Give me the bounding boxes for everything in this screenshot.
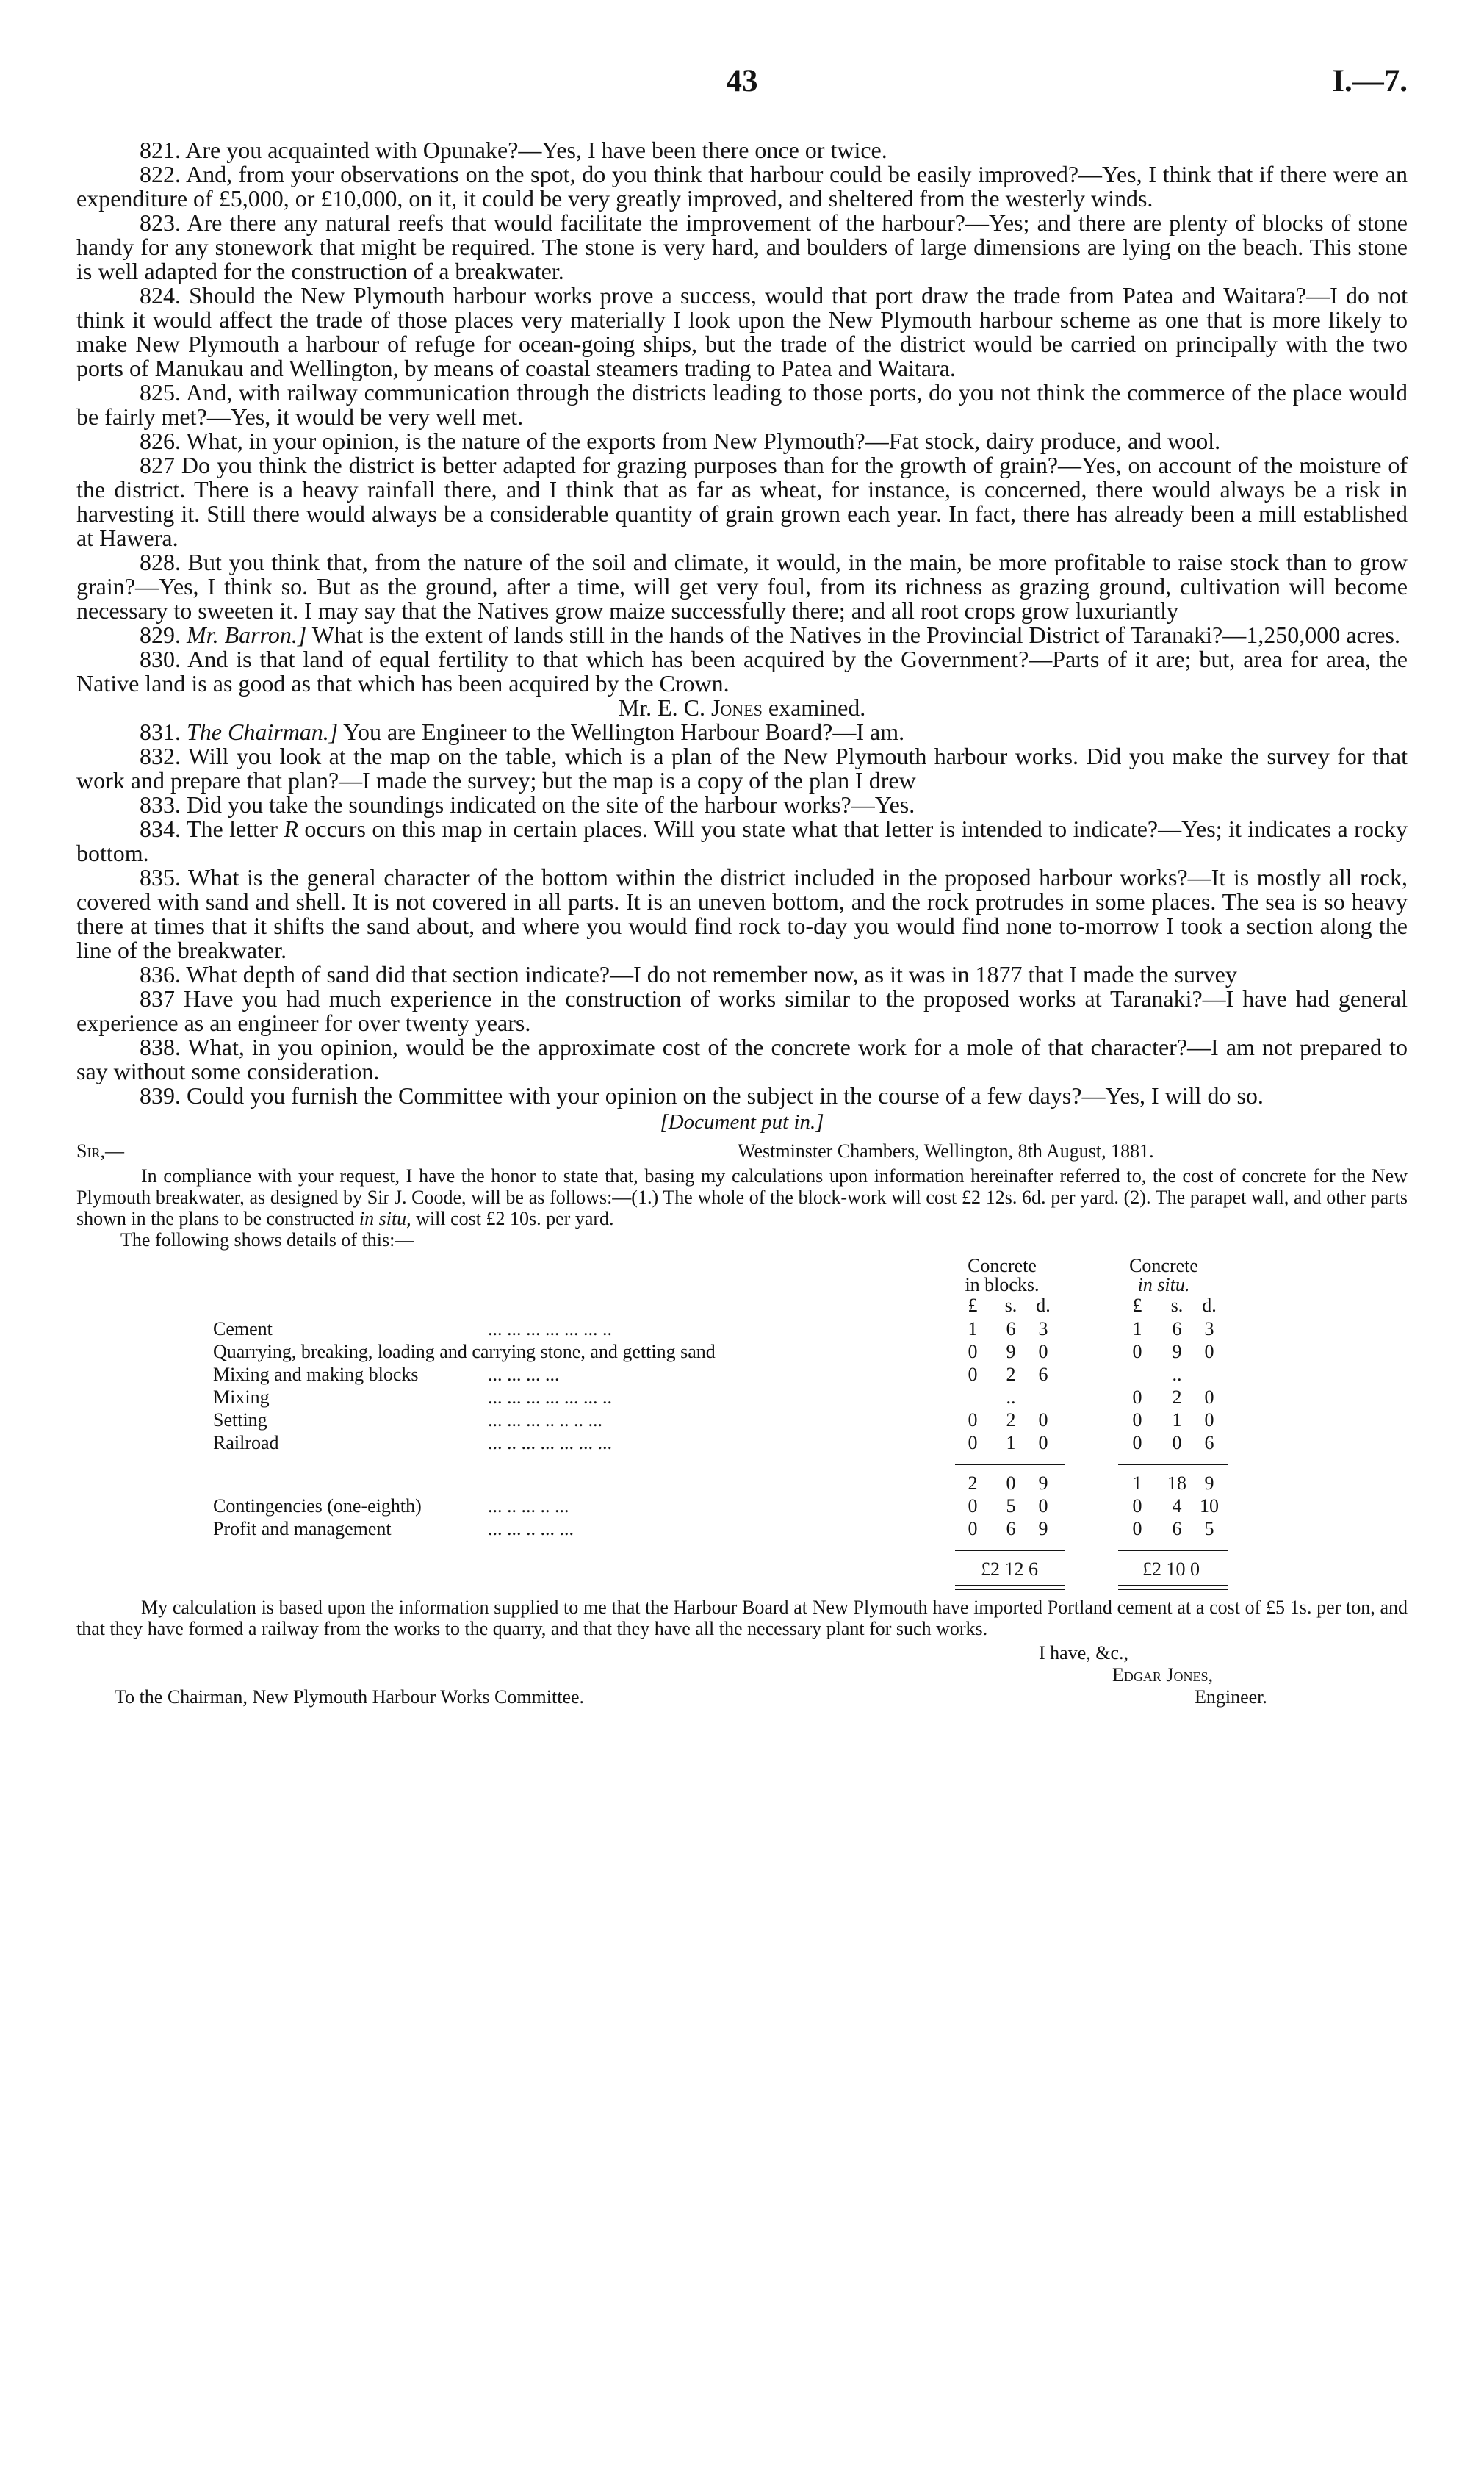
col2-title-1: Concrete xyxy=(1129,1255,1198,1276)
col1-title-1: Concrete xyxy=(968,1255,1037,1276)
examined-label: examined. xyxy=(768,694,866,721)
extra-row-1-leader-dots: ... ... .. ... ... xyxy=(488,1518,574,1539)
addressee: To the Chairman, New Plymouth Harbour Works Committee. xyxy=(115,1686,585,1708)
extra-row-0-situ-0: 0 xyxy=(1132,1495,1142,1517)
letter-r: R xyxy=(284,816,298,842)
question-831 xyxy=(76,720,1408,744)
letter-intro-end: will cost £2 10s. per yard. xyxy=(416,1208,614,1229)
total-double-rule-block xyxy=(955,1585,1065,1586)
cost-row-0-block-2: 3 xyxy=(1038,1318,1048,1339)
question-831-text: You are Engineer to the Wellington Harbour Board?—I am. xyxy=(343,719,905,745)
page-header xyxy=(76,63,1408,107)
details-intro: The following shows details of this:— xyxy=(120,1229,414,1251)
cost-row-1-block-0: 0 xyxy=(968,1341,978,1362)
page-body xyxy=(76,138,1408,1752)
unit-block-0: £ xyxy=(968,1295,978,1316)
cost-row-4-situ-2: 0 xyxy=(1204,1409,1214,1431)
witness-surname: Jones xyxy=(710,694,763,721)
letter-intro-text: In compliance with your request, I have the honor to state that, basing my calculations upon information hereinafter referred to, the cost of concrete for the New Plymouth breakwater, as designed by Sir J. Coode, will be as follows:—(1.) The whole of the block-work will cost £2 12s. 6d. per yard. (2). The parapet wall, and other parts shown in the plans to be constructed xyxy=(76,1165,1408,1229)
extra-row-0-situ-1: 4 xyxy=(1172,1495,1182,1517)
question-829-number: 829. xyxy=(140,622,181,648)
speaker-name: Mr. Barron.] xyxy=(187,622,307,648)
cost-row-2-label: Mixing and making blocks xyxy=(213,1364,419,1385)
page-number: 43 xyxy=(726,64,758,98)
question-832: 832. Will you look at the map on the table, which is a plan of the New Plymouth harbour works. Did you make the survey for that work and prepare that plan?—I made the survey; but the map is a copy of the plan I drew xyxy=(76,743,1408,794)
cost-row-3-situ-1: 2 xyxy=(1172,1386,1182,1408)
cost-row-2-situ-1: .. xyxy=(1172,1364,1182,1385)
question-838: 838. What, in you opinion, would be the approximate cost of the concrete work for a mole of that character?—I am not prepared to say without some consideration. xyxy=(76,1034,1408,1084)
question-826: 826. What, in your opinion, is the nature of the exports from New Plymouth?—Fat stock, dairy produce, and wool. xyxy=(140,428,1221,454)
total-rule-block xyxy=(955,1550,1065,1551)
cost-row-2-block-1: 2 xyxy=(1006,1364,1016,1385)
subtotal-block-0: 2 xyxy=(968,1472,978,1494)
question-821: 821. Are you acquainted with Opunake?—Yes, I have been there once or twice. xyxy=(140,137,887,163)
cost-row-4-block-2: 0 xyxy=(1038,1409,1048,1431)
cost-row-5-block-1: 1 xyxy=(1006,1432,1016,1453)
unit-situ-1: s. xyxy=(1170,1295,1184,1316)
extra-row-1-situ-1: 6 xyxy=(1172,1518,1182,1539)
salutation: Sir,— xyxy=(76,1140,124,1162)
subtotal-situ-1: 18 xyxy=(1167,1472,1186,1494)
unit-situ-0: £ xyxy=(1132,1295,1142,1316)
col2-title-2-text: in situ. xyxy=(1137,1274,1190,1295)
total-situ: £2 10 0 xyxy=(1142,1558,1200,1580)
question-823: 823. Are there any natural reefs that would facilitate the improvement of the harbour?—Yes; and there are plenty of blocks of stone handy for any stonework that might be required. The stone is very hard, and boulders of large dimensions are lying on the beach. This stone is well adapted for the construction of a breakwater. xyxy=(76,209,1408,284)
total-rule-situ xyxy=(1118,1550,1228,1551)
question-833: 833. Did you take the soundings indicated on the site of the harbour works?—Yes. xyxy=(140,791,915,818)
paper-reference: I.—7. xyxy=(1332,64,1408,98)
cost-row-4-situ-1: 1 xyxy=(1172,1409,1182,1431)
question-839: 839. Could you furnish the Committee with your opinion on the subject in the course of a few days?—Yes, I will do so. xyxy=(140,1082,1264,1109)
question-837: 837 Have you had much experience in the construction of works similar to the proposed works at Taranaki?—I have had general experience as an engineer for over twenty years. xyxy=(76,985,1408,1036)
unit-situ-2: d. xyxy=(1202,1295,1217,1316)
engineer-letter xyxy=(76,1140,1408,1752)
cost-row-0-leader-dots: ... ... ... ... ... ... .. xyxy=(488,1318,612,1339)
question-835: 835. What is the general character of the bottom within the district included in the proposed harbour works?—It is mostly all rock, covered with sand and shell. It is not covered in all parts. It is an uneven bottom, and the rock protrudes in some places. The sea is so heavy there at times that it shifts the sand about, and where you would find rock to-day you would find none to-morrow I took a section along the line of the breakwater. xyxy=(76,864,1408,963)
cost-row-5-situ-1: 0 xyxy=(1172,1432,1182,1453)
letter-closing xyxy=(76,1642,1408,1752)
cost-row-1-label: Quarrying, breaking, loading and carrying stone, and getting sand xyxy=(213,1341,716,1362)
cost-row-3-situ-2: 0 xyxy=(1204,1386,1214,1408)
cost-row-1-block-2: 0 xyxy=(1038,1341,1048,1362)
sign-off: I have, &c., xyxy=(1039,1642,1129,1663)
question-825: 825. And, with railway communication through the districts leading to those ports, do you not think the commerce of the place would be fairly met?—Yes, it would be very well met. xyxy=(76,379,1408,430)
cost-row-3-label: Mixing xyxy=(213,1386,270,1408)
subtotal-block-2: 9 xyxy=(1038,1472,1048,1494)
letter-intro xyxy=(76,1165,1408,1229)
extra-row-0-leader-dots: ... .. ... .. ... xyxy=(488,1495,569,1517)
extra-row-0-situ-2: 10 xyxy=(1200,1495,1219,1517)
cost-row-1-situ-0: 0 xyxy=(1132,1341,1142,1362)
subtotal-situ-2: 9 xyxy=(1204,1472,1214,1494)
cost-row-3-leader-dots: ... ... ... ... ... ... .. xyxy=(488,1386,612,1408)
cost-row-5-label: Railroad xyxy=(213,1432,279,1453)
subtotal-rule-block xyxy=(955,1464,1065,1465)
in-situ-term: in situ, xyxy=(359,1208,411,1229)
cost-row-1-situ-2: 0 xyxy=(1204,1341,1214,1362)
question-822: 822. And, from your observations on the spot, do you think that harbour could be easily improved?—Yes, I think that if there were an expenditure of £5,000, or £10,000, on it, it could be very greatly improved, and sheltered from the westerly winds. xyxy=(76,161,1408,212)
question-828: 828. But you think that, from the nature of the soil and climate, it would, in the main, be more profitable to raise stock than to grow grain?—Yes, I think so. But as the ground, after a time, will get very foul, from its richness as grazing ground, cultivation will become necessary to sweeten it. I may say that the Natives grow maize successfully there; and all root crops grow luxuriantly xyxy=(76,549,1408,624)
cost-row-5-situ-0: 0 xyxy=(1132,1432,1142,1453)
question-827: 827 Do you think the district is better adapted for grazing purposes than for the growth of grain?—Yes, on account of the moisture of the district. There is a heavy rainfall there, and I think that as far as wheat, for instance, is concerned, there would always be a risk in harvesting it. Still there would always be a considerable quantity of grain grown each year. In fact, there has already been a mill established at Hawera. xyxy=(76,452,1408,551)
extra-row-1-block-1: 6 xyxy=(1006,1518,1016,1539)
cost-row-3-block-1: .. xyxy=(1006,1386,1016,1408)
total-double-rule-situ-2 xyxy=(1118,1589,1228,1590)
total-double-rule-block-2 xyxy=(955,1589,1065,1590)
letter-closing-paragraph: My calculation is based upon the information supplied to me that the Harbour Board at New Plymouth have imported Portland cement at a cost of £5 1s. per ton, and that they have formed a railway from the works to the quarry, and that they have all the necessary plant for such works. xyxy=(76,1597,1408,1639)
cost-row-4-label: Setting xyxy=(213,1409,267,1431)
extra-row-0-block-1: 5 xyxy=(1006,1495,1016,1517)
letter-address: Westminster Chambers, Wellington, 8th August, 1881. xyxy=(738,1140,1154,1162)
document-put-in-note: [Document put in.] xyxy=(660,1110,824,1134)
cost-row-5-situ-2: 6 xyxy=(1204,1432,1214,1453)
question-824: 824. Should the New Plymouth harbour works prove a success, would that port draw the trade from Patea and Waitara?—I do not think it would affect the trade of those places very materially I look upon the New Plymouth harbour scheme as one that is more likely to make New Plymouth a harbour of refuge for ocean-going ships, but the trade of the district would be carried on principally with the two ports of Manukau and Wellington, by means of coastal steamers trading to Patea and Waitara. xyxy=(76,282,1408,381)
unit-block-2: d. xyxy=(1036,1295,1051,1316)
col1-title-2: in blocks. xyxy=(965,1274,1040,1295)
subtotal-rule-situ xyxy=(1118,1464,1228,1465)
extra-row-1-situ-2: 5 xyxy=(1204,1518,1214,1539)
unit-block-1: s. xyxy=(1004,1295,1017,1316)
question-834-after: occurs on this map in certain places. Will you state what that letter is intended to indicate?—Yes; it indicates a rocky bottom. xyxy=(76,816,1408,866)
cost-row-5-block-2: 0 xyxy=(1038,1432,1048,1453)
cost-row-0-situ-2: 3 xyxy=(1204,1318,1214,1339)
question-831-number: 831. xyxy=(140,719,181,745)
speaker-name: The Chairman.] xyxy=(187,719,339,745)
witness-heading xyxy=(76,696,1408,720)
cost-row-3-situ-0: 0 xyxy=(1132,1386,1142,1408)
question-829 xyxy=(76,623,1408,647)
total-block: £2 12 6 xyxy=(981,1558,1038,1580)
cost-row-0-situ-0: 1 xyxy=(1132,1318,1142,1339)
extra-row-0-block-2: 0 xyxy=(1038,1495,1048,1517)
extra-row-1-block-2: 9 xyxy=(1038,1518,1048,1539)
witness-initials: Mr. E. C. xyxy=(618,694,705,721)
cost-row-2-block-2: 6 xyxy=(1038,1364,1048,1385)
cost-row-4-situ-0: 0 xyxy=(1132,1409,1142,1431)
extra-row-0-label: Contingencies (one-eighth) xyxy=(213,1495,422,1517)
cost-row-1-block-1: 9 xyxy=(1006,1341,1016,1362)
cost-row-2-block-0: 0 xyxy=(968,1364,978,1385)
cost-row-4-block-1: 2 xyxy=(1006,1409,1016,1431)
cost-row-4-block-0: 0 xyxy=(968,1409,978,1431)
cost-row-0-label: Cement xyxy=(213,1318,273,1339)
subtotal-block-1: 0 xyxy=(1006,1472,1016,1494)
question-830: 830. And is that land of equal fertility to that which has been acquired by the Government?—Parts of it are; but, area for area, the Native land is as good as that which has been acquired by the Crown. xyxy=(76,646,1408,697)
extra-row-0-block-0: 0 xyxy=(968,1495,978,1517)
extra-row-1-block-0: 0 xyxy=(968,1518,978,1539)
signer-title: Engineer. xyxy=(1195,1686,1267,1708)
cost-row-1-situ-1: 9 xyxy=(1172,1341,1182,1362)
question-834-before: 834. The letter xyxy=(140,816,278,842)
cost-row-5-block-0: 0 xyxy=(968,1432,978,1453)
extra-row-1-label: Profit and management xyxy=(213,1518,392,1539)
signer-name: Edgar Jones, xyxy=(1112,1664,1214,1686)
cost-row-4-leader-dots: ... ... ... .. .. .. ... xyxy=(488,1409,602,1431)
cost-row-2-leader-dots: ... ... ... ... xyxy=(488,1364,560,1385)
cost-row-5-leader-dots: ... .. ... ... ... ... ... xyxy=(488,1432,612,1453)
question-829-text: What is the extent of lands still in the hands of the Natives in the Provincial District of Taranaki?—1,250,000 acres. xyxy=(311,622,1400,648)
cost-row-0-block-1: 6 xyxy=(1006,1318,1016,1339)
question-834 xyxy=(76,817,1408,866)
cost-table xyxy=(76,1255,1408,1597)
question-836: 836. What depth of sand did that section indicate?—I do not remember now, as it was in 1877 that I made the survey xyxy=(140,961,1237,988)
subtotal-situ-0: 1 xyxy=(1132,1472,1142,1494)
cost-row-0-situ-1: 6 xyxy=(1172,1318,1182,1339)
col2-title-2 xyxy=(1112,1274,1215,1295)
extra-row-1-situ-0: 0 xyxy=(1132,1518,1142,1539)
total-double-rule-situ xyxy=(1118,1585,1228,1586)
cost-row-0-block-0: 1 xyxy=(968,1318,978,1339)
letter-heading-line xyxy=(76,1140,1408,1165)
